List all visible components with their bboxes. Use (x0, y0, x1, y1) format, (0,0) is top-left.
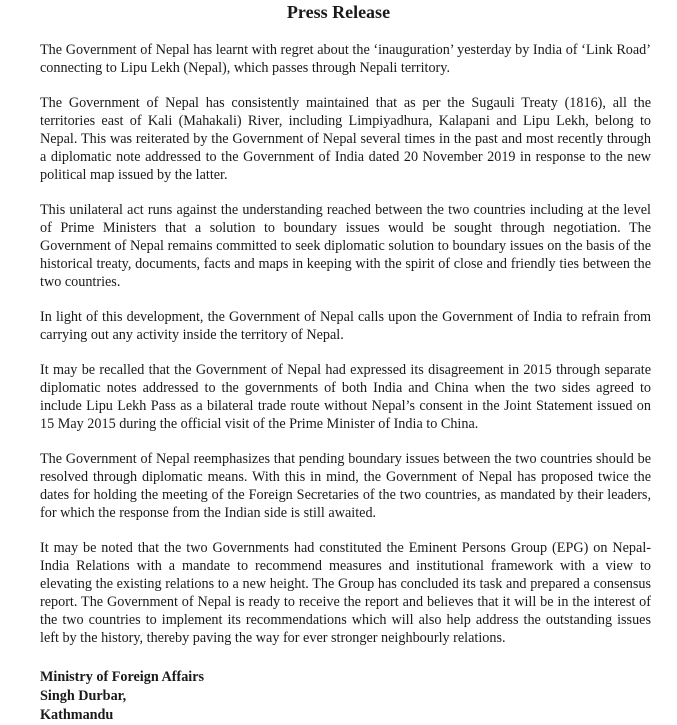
paragraph-5: It may be recalled that the Government of Nepal had expressed its disagreement in 2015 through separate diplomatic notes addressed to the governments of both India and China when the two sides agreed to include Lipu Lekh Pass as a bilateral trade route without Nepal’s consent in the Joint Statement issued on 15 May 2015 during the official visit of the Prime Minister of India to China. (40, 362, 651, 432)
paragraph-7: It may be noted that the two Governments had constituted the Eminent Persons Group (EPG) on Nepal-India Relations with a mandate to recommend measures and institutional framework with a view to elevating the existing relations to a new height. The Group has concluded its task and prepared a consensus report. The Government of Nepal is ready to receive the report and believes that it will be in the interest of the two countries to implement its recommendations which will also help address the outstanding issues left by the history, thereby paving the way for ever stronger neighbourly relations. (40, 540, 651, 646)
paragraph-4: In light of this development, the Government of Nepal calls upon the Government of India to refrain from carrying out any activity inside the territory of Nepal. (40, 309, 651, 343)
signature-block (40, 668, 651, 725)
paragraph-1: The Government of Nepal has learnt with regret about the ‘inauguration’ yesterday by India of ‘Link Road’ connecting to Lipu Lekh (Nepal), which passes through Nepali territory. (40, 42, 651, 76)
signature-ministry: Ministry of Foreign Affairs (40, 669, 205, 685)
paragraph-3: This unilateral act runs against the understanding reached between the two countries including at the level of Prime Ministers that a solution to boundary issues would be sought through negotiation. The Government of Nepal remains committed to seek diplomatic solution to boundary issues on the basis of the historical treaty, documents, facts and maps in keeping with the spirit of close and friendly ties between the two countries. (40, 202, 651, 290)
press-release-body (40, 41, 651, 647)
paragraph-2: The Government of Nepal has consistently maintained that as per the Sugauli Treaty (1816), all the territories east of Kali (Mahakali) River, including Limpiyadhura, Kalapani and Lipu Lekh, belong to Nepal. This was reiterated by the Government of Nepal several times in the past and most recently through a diplomatic note addressed to the Government of India dated 20 November 2019 in response to the new political map issued by the latter. (40, 95, 651, 183)
signature-location: Singh Durbar, (40, 688, 127, 704)
signature-city: Kathmandu (40, 707, 114, 723)
page-title: Press Release (286, 2, 391, 22)
paragraph-6: The Government of Nepal reemphasizes that pending boundary issues between the two countries should be resolved through diplomatic means. With this in mind, the Government of Nepal has proposed twice the dates for holding the meeting of the Foreign Secretaries of the two countries, as mandated by their leaders, for which the response from the Indian side is still awaited. (40, 451, 651, 521)
